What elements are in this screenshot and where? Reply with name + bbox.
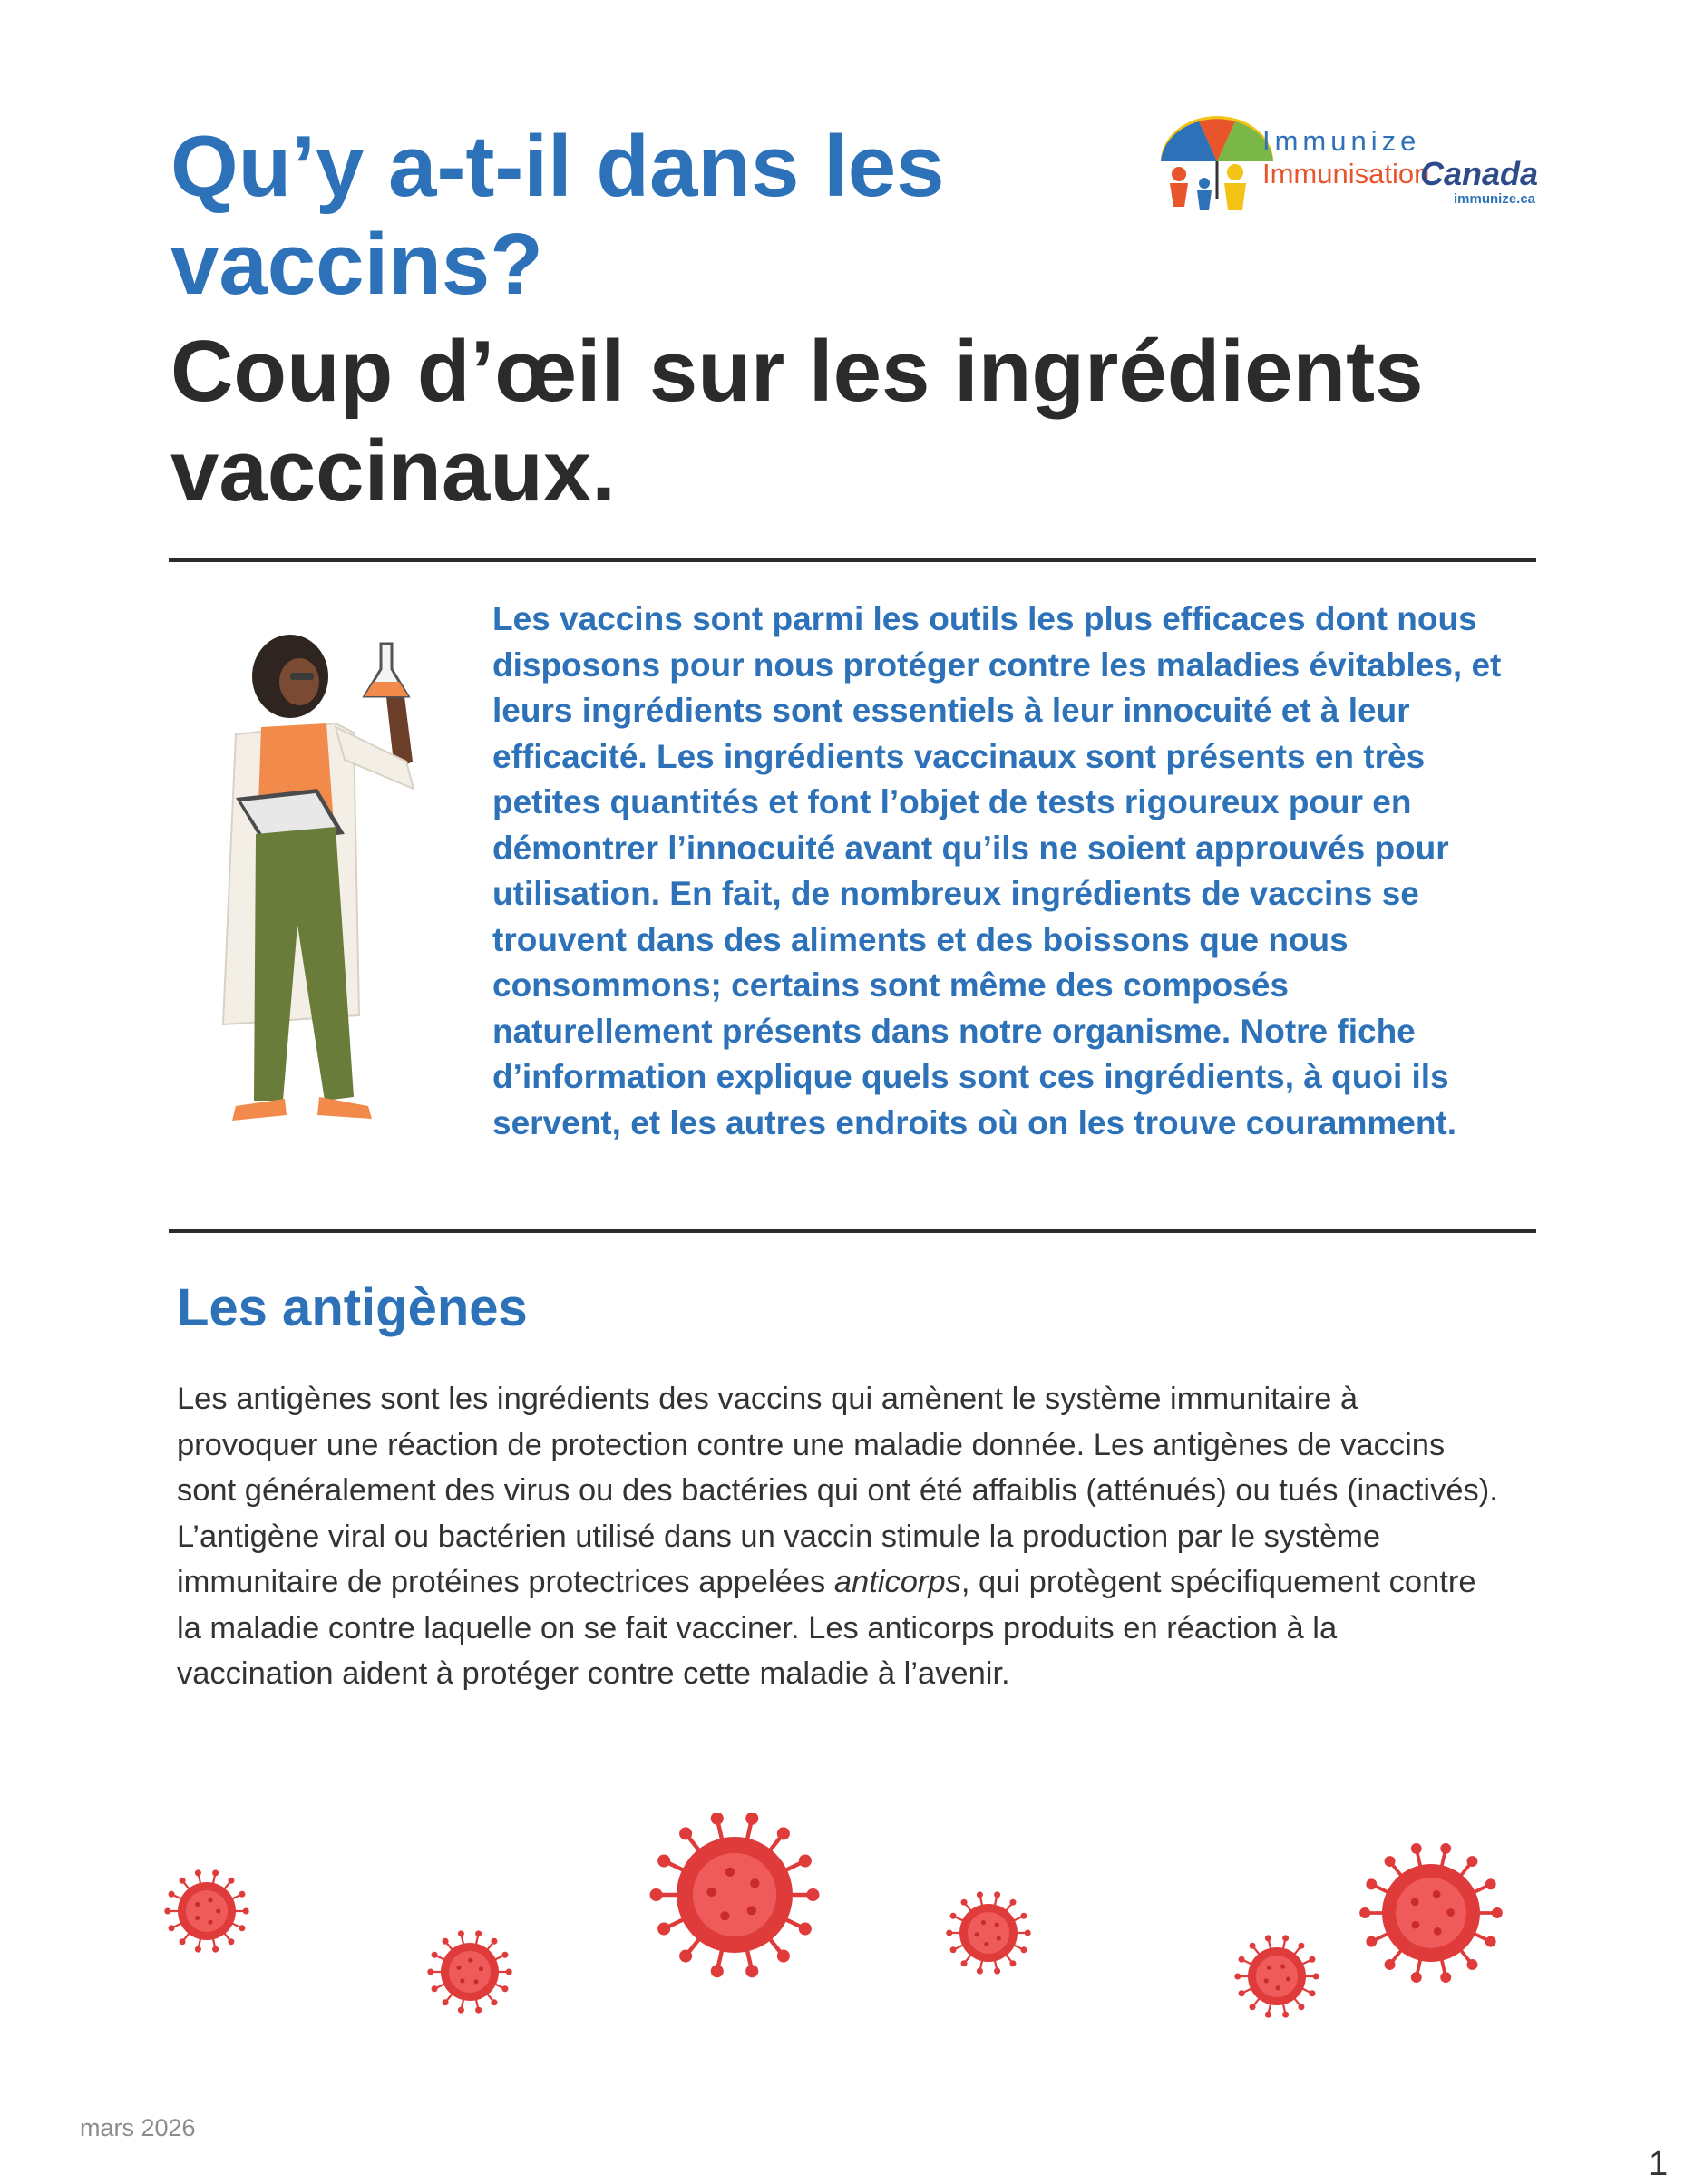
antibodies-term: anticorps <box>833 1565 961 1599</box>
page-title: Qu’y a-t-il dans les vaccins? <box>170 118 945 313</box>
immunize-canada-logo <box>1159 116 1540 216</box>
virus-icon <box>1234 1935 1319 2017</box>
section-title-antigens: Les antigènes <box>177 1278 528 1337</box>
virus-icon <box>946 1891 1030 1974</box>
antigens-text-part1: Les antigènes sont les ingrédients des vaccins qui amènent le système immunitaire à provoquer une réaction de protection contre une maladie donnée. Les antigènes de vaccins sont généralement des virus ou des bactéries qui ont été affaiblis (atténués) ou tués (inactivés). L’antigène viral ou bactérien utilisé dans un vaccin stimule la production par le système immunitaire de protéines protectrices appelées <box>177 1382 1498 1599</box>
virus-icon <box>650 1813 820 1977</box>
antigens-paragraph <box>177 1376 1501 1697</box>
page-number: 1 <box>1649 2145 1669 2183</box>
antigens-text-part2: , qui protègent spécifiquement contre la maladie contre laquelle on se fait vacciner. Les anticorps produits en réaction à la vaccination aident à protéger contre cette maladie à l’avenir. <box>177 1565 1476 1691</box>
middle-divider <box>169 1229 1536 1233</box>
virus-icon <box>427 1930 511 2013</box>
virus-illustrations <box>0 1813 1704 2067</box>
virus-icon <box>164 1869 248 1952</box>
logo-canada-text: Canada <box>1420 155 1539 192</box>
logo-immunize-text: Immunize <box>1262 125 1421 157</box>
logo-url-text: immunize.ca <box>1454 191 1536 207</box>
virus-icon <box>1359 1843 1503 1983</box>
top-divider <box>169 558 1536 562</box>
scientist-with-flask-icon <box>200 626 444 1133</box>
logo-immunisation-text: Immunisation <box>1262 158 1430 189</box>
footer-date: mars 2026 <box>80 2114 196 2141</box>
intro-paragraph: Les vaccins sont parmi les outils les plus efficaces dont nous disposons pour nous protéger contre les maladies évitables, et leurs ingrédients sont essentiels à leur innocuité et à leur efficacité. Les ingrédients vaccinaux sont présents en très petites quantités et font l’objet de tests rigoureux pour en démontrer l’innocuité avant qu’ils ne soient approuvés pour utilisation. En fait, de nombreux ingrédients de vaccins se trouvent dans des aliments et des boissons que nous consommons; certains sont même des composés naturellement présents dans notre organisme. Notre fiche d’information explique quels sont ces ingrédients, à quoi ils servent, et les autres endroits où on les trouve couramment. <box>492 600 1502 1141</box>
page-subtitle: Coup d’œil sur les ingrédients vaccinaux. <box>170 323 1424 519</box>
